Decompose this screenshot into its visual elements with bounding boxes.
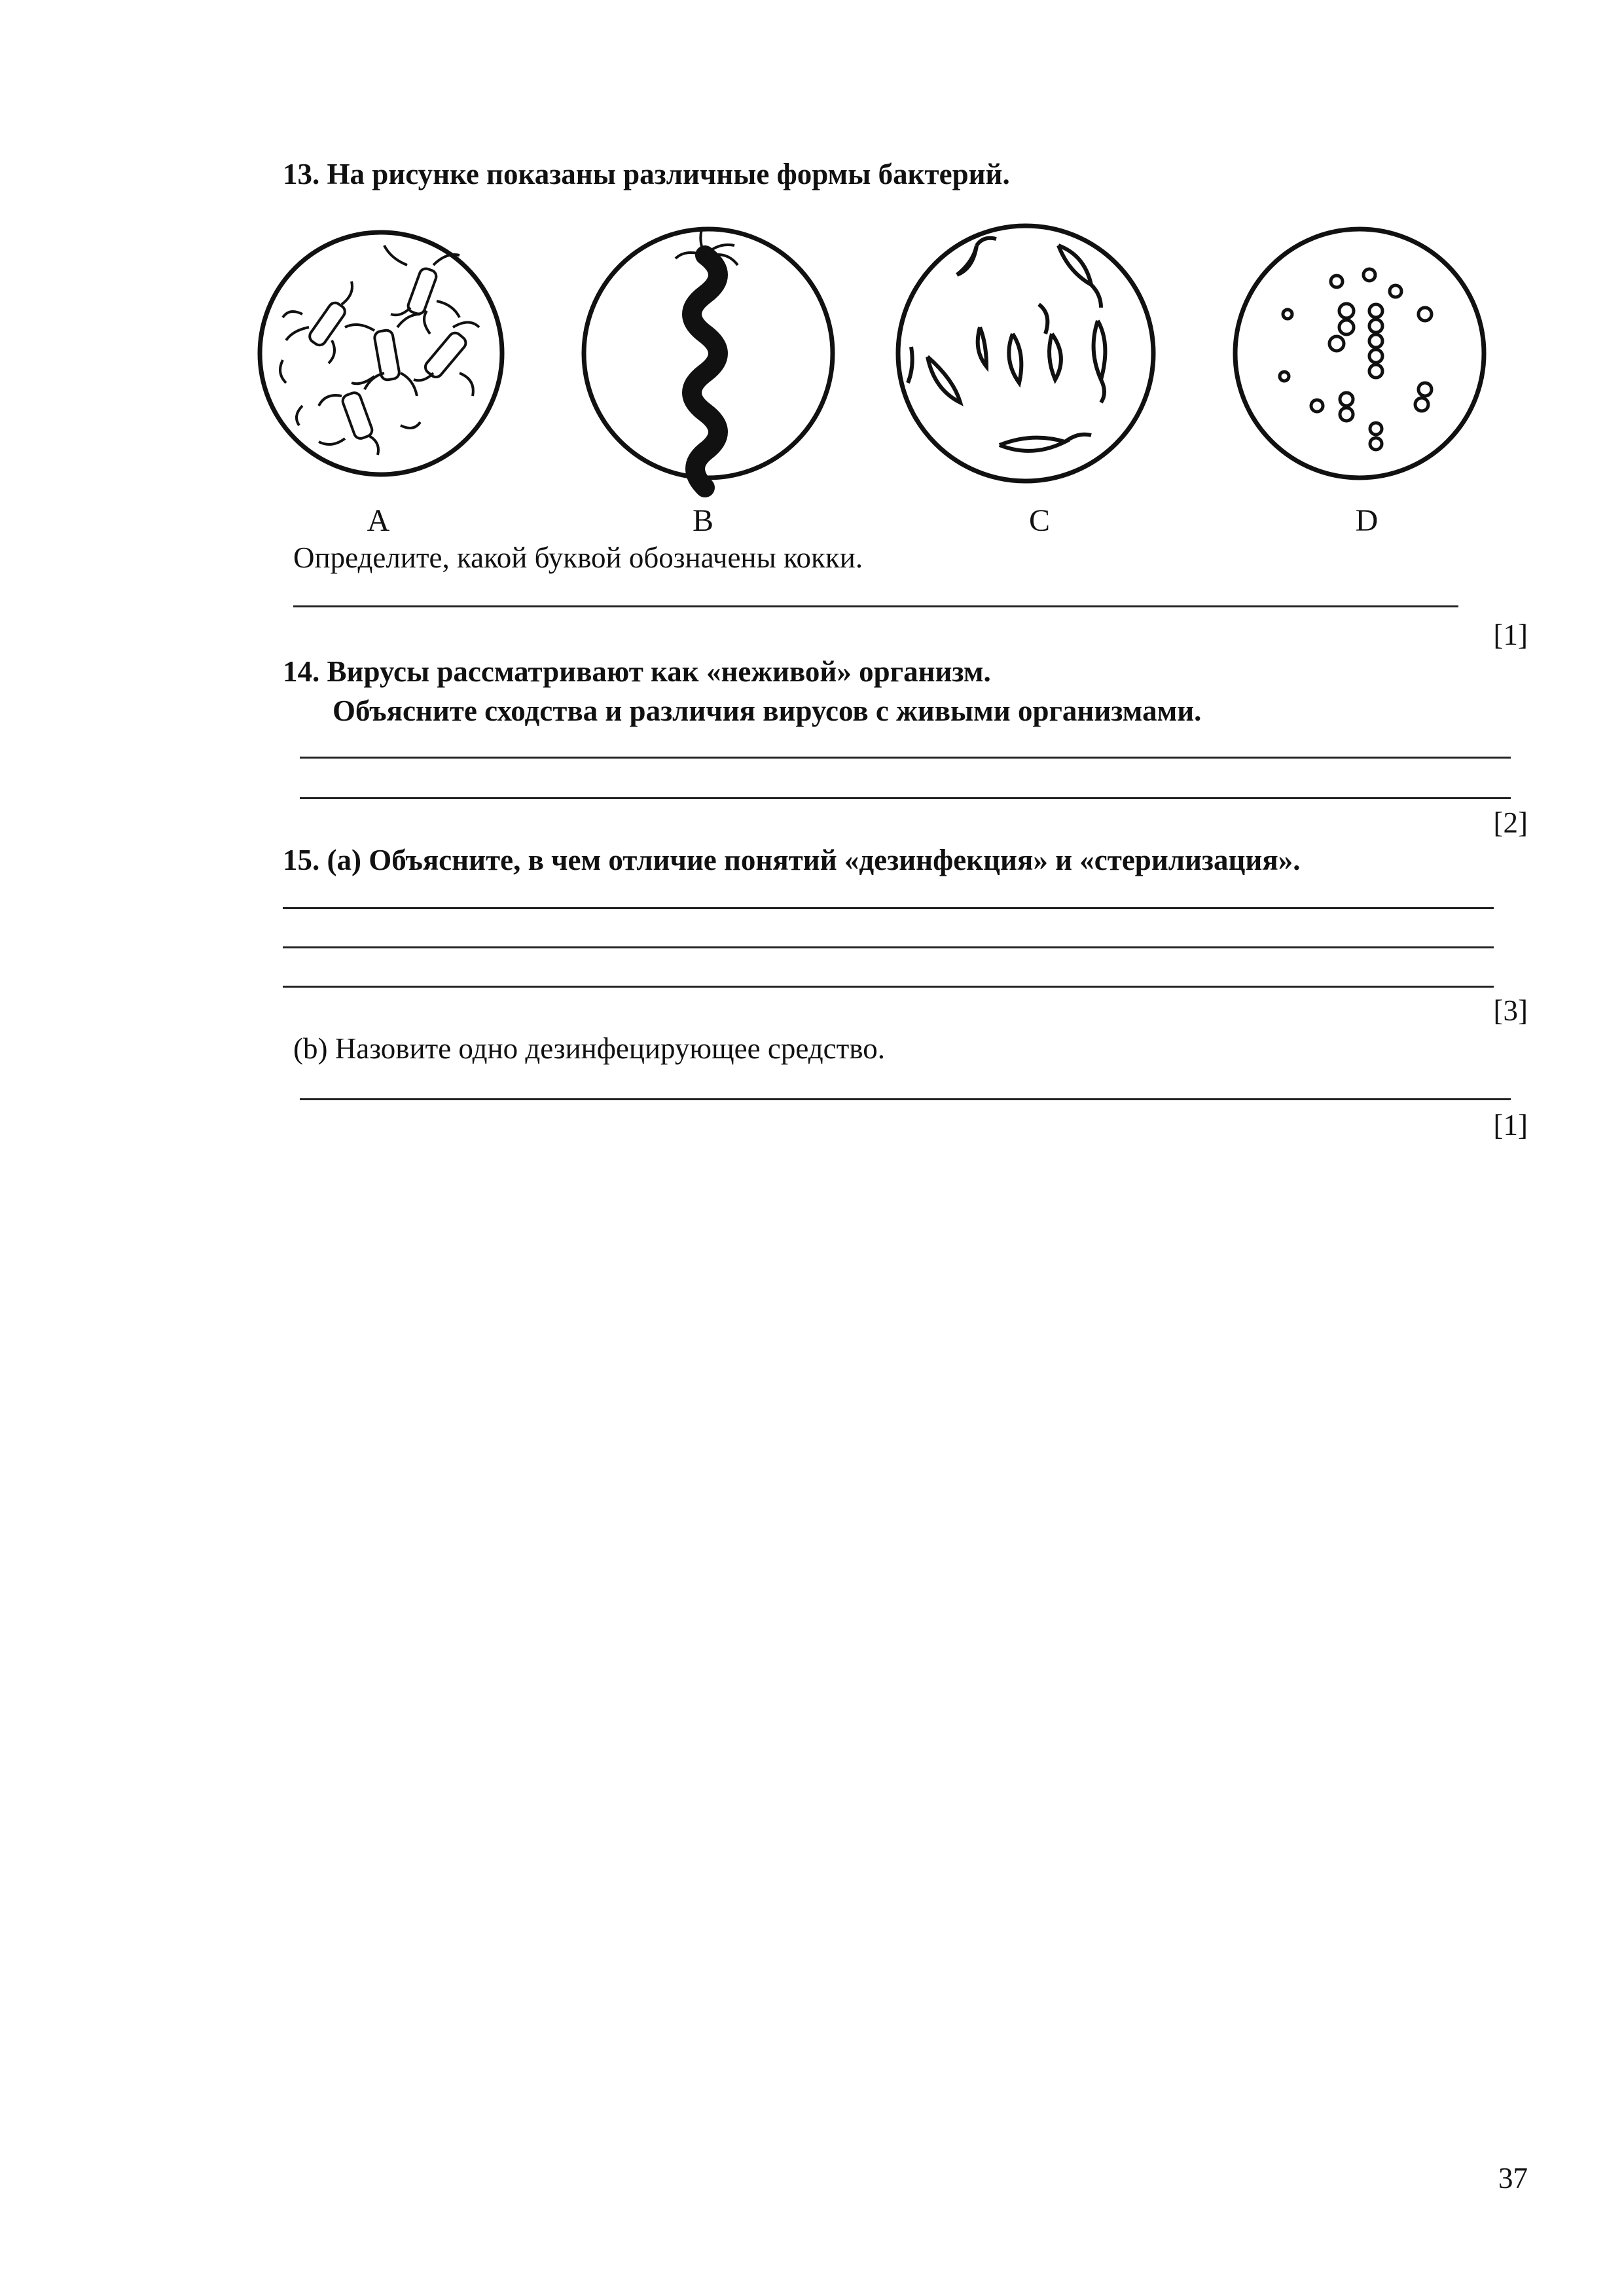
q14-title-line1: 14. Вирусы рассматривают как «неживой» организм. <box>283 655 991 688</box>
q15b-prompt: (b) Назовите одно дезинфецирующее средство. <box>293 1032 885 1065</box>
q15b-marks: [1] <box>1493 1109 1528 1141</box>
q15a-marks: [3] <box>1493 994 1528 1027</box>
q13-title: 13. На рисунке показаны различные формы бактерий. <box>283 158 1010 190</box>
q13-prompt: Определите, какой буквой обозначены кокки. <box>293 541 863 574</box>
answer-line-q14-2[interactable] <box>300 797 1511 799</box>
q14-marks: [2] <box>1493 806 1528 839</box>
answer-line-q15a-3[interactable] <box>283 986 1494 988</box>
bacteria-circle-c <box>898 226 1153 481</box>
label-d: D <box>1355 503 1379 538</box>
answer-line-q15b[interactable] <box>300 1098 1511 1100</box>
answer-line-q13[interactable] <box>293 605 1458 607</box>
q15a-title: 15. (a) Объясните, в чем отличие понятий «дезинфекция» и «стерилизация». <box>283 844 1301 876</box>
page-number: 37 <box>1498 2162 1528 2195</box>
q14-title-line2: Объясните сходства и различия вирусов с живыми организмами. <box>333 694 1202 727</box>
bacteria-circle-a <box>260 232 502 475</box>
answer-line-q15a-2[interactable] <box>283 946 1494 948</box>
label-a: A <box>367 503 390 538</box>
q13-marks: [1] <box>1493 619 1528 651</box>
bacteria-circle-b <box>584 229 833 488</box>
label-b: B <box>692 503 713 538</box>
answer-line-q14-1[interactable] <box>300 757 1511 759</box>
answer-line-q15a-1[interactable] <box>283 907 1494 909</box>
bacteria-circle-d <box>1235 229 1484 478</box>
label-c: C <box>1028 503 1050 538</box>
bacteria-figure <box>242 196 1525 504</box>
